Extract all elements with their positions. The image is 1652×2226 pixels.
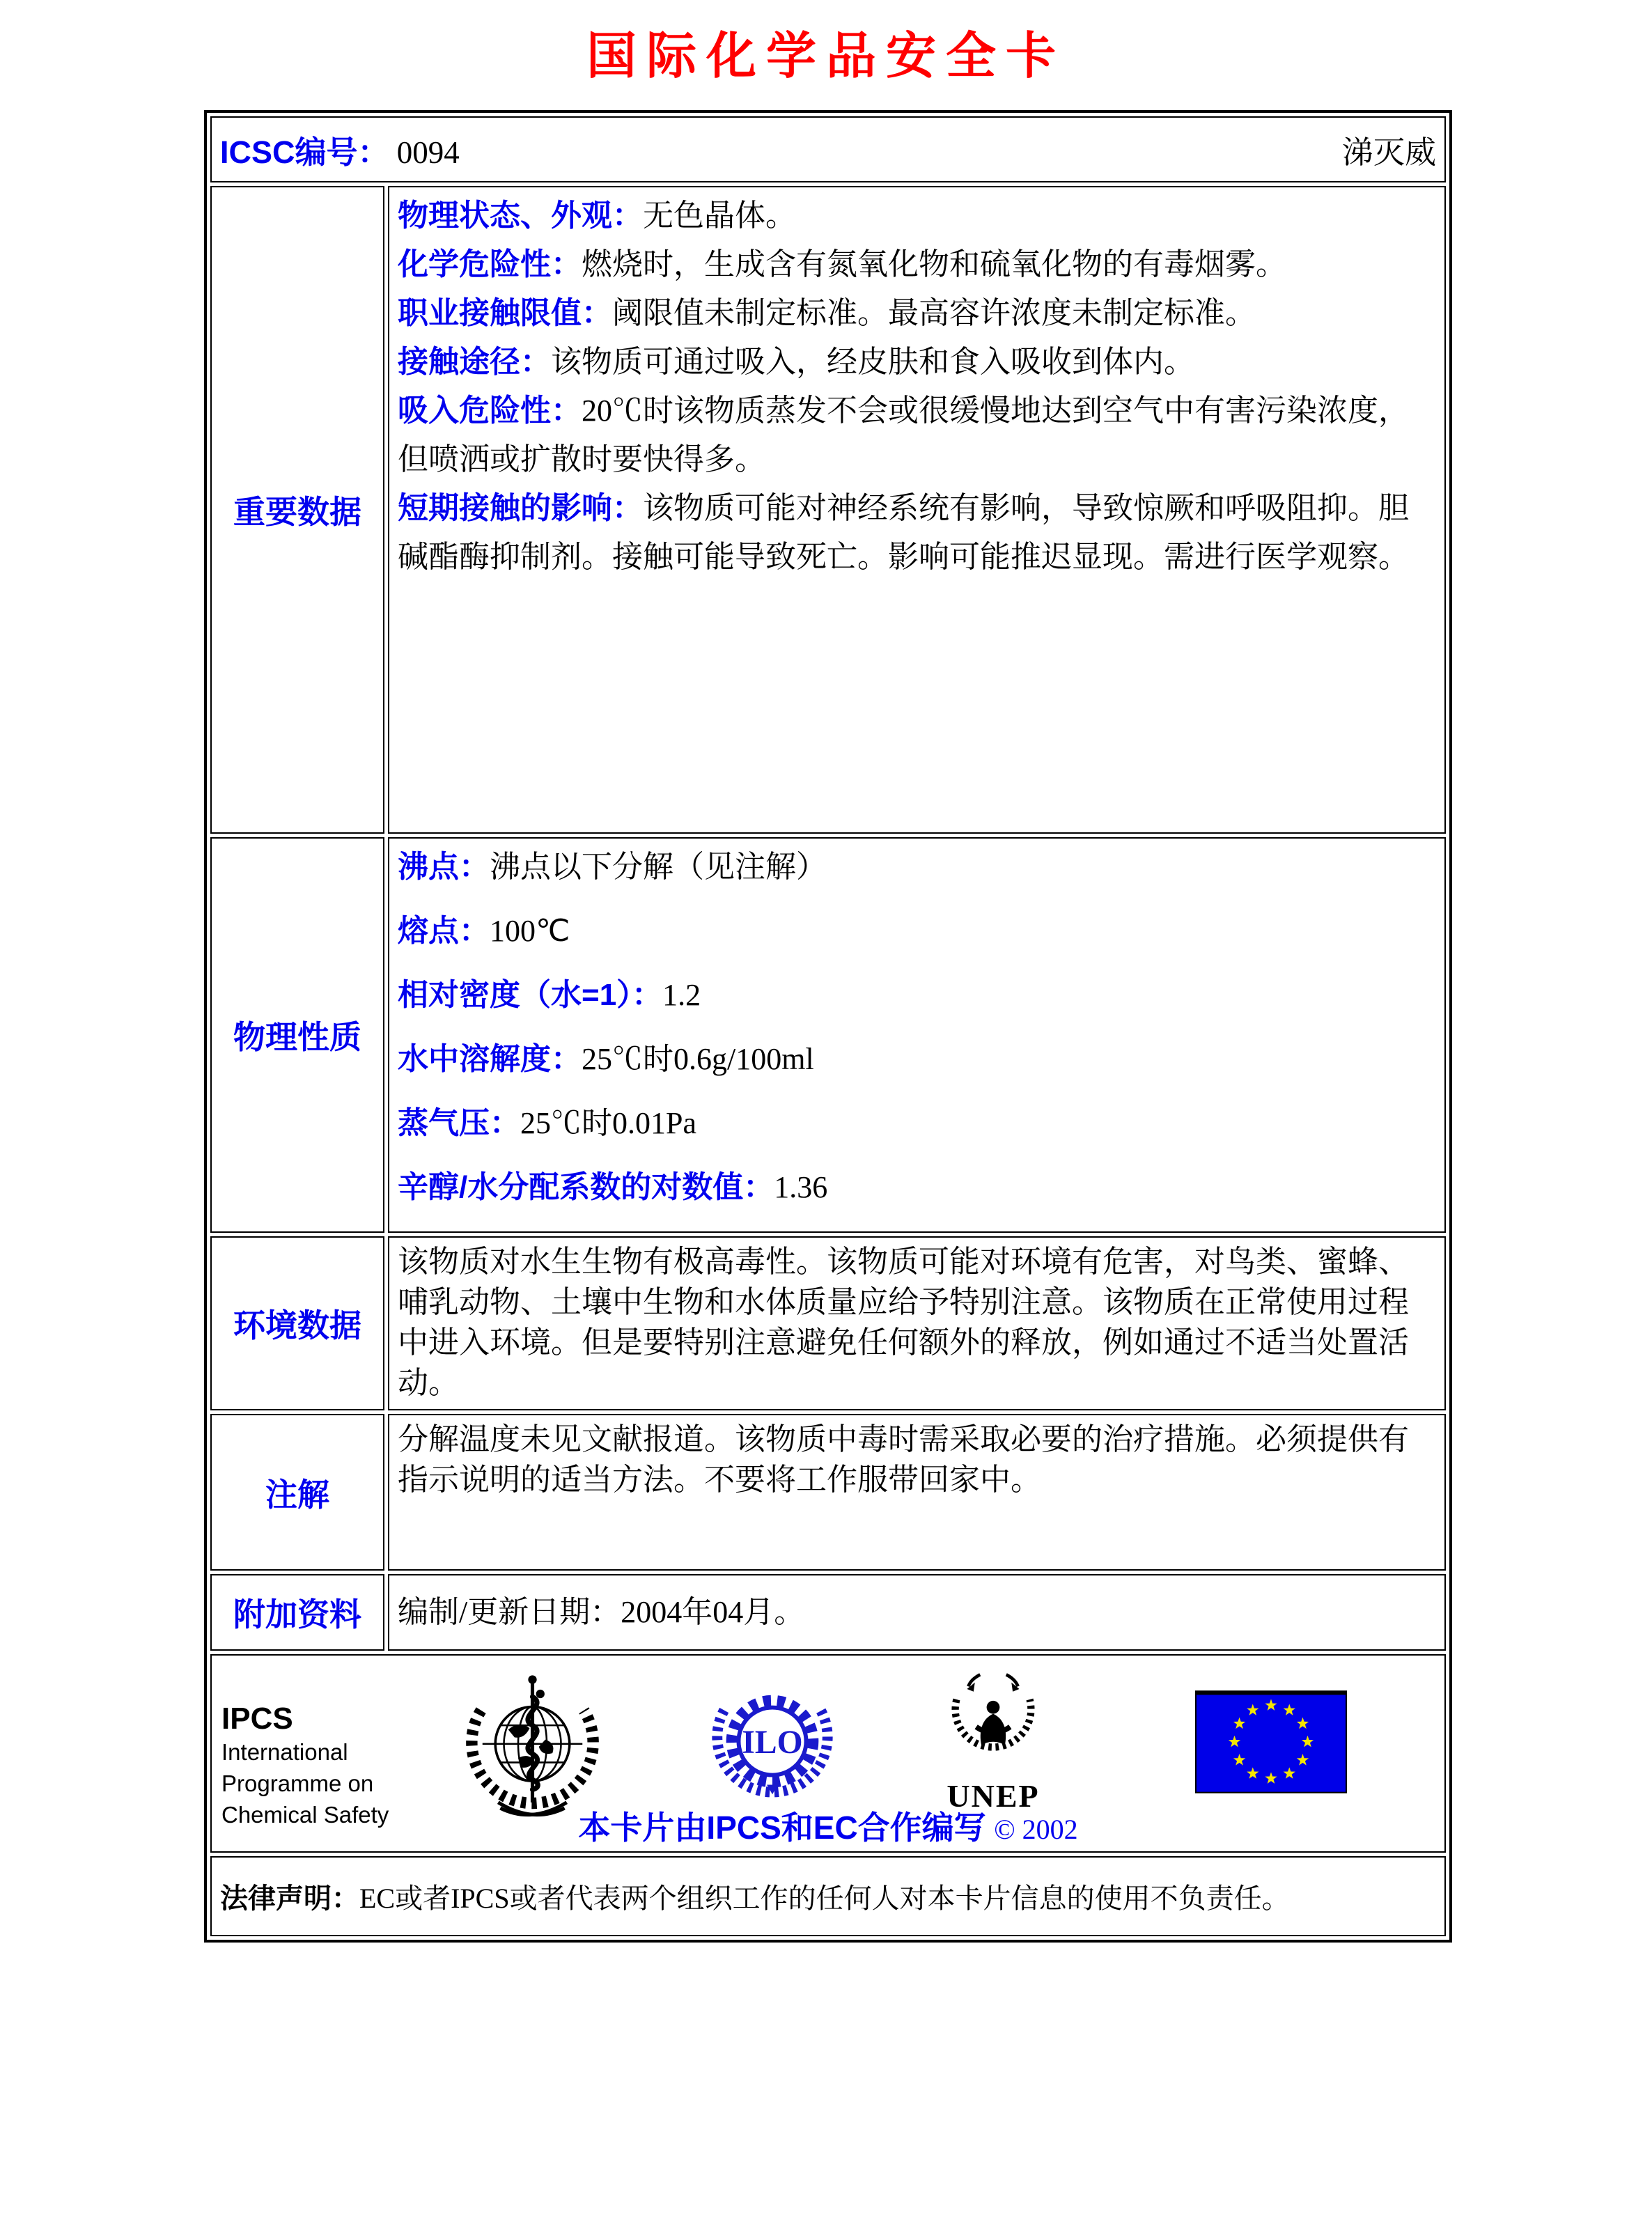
- ipcs-acronym: IPCS: [221, 1702, 293, 1736]
- item-text: 1.2: [662, 978, 701, 1012]
- important-item: [398, 240, 1436, 289]
- ilo-emblem-svg: [703, 1675, 841, 1818]
- physical-properties-row: [210, 837, 1446, 1233]
- item-text: 该物质可通过吸入，经皮肤和食入吸收到体内。: [551, 345, 1194, 379]
- unep-emblem-svg: [941, 1664, 1045, 1777]
- ipcs-line: Chemical Safety: [221, 1802, 389, 1828]
- item-label: 接触途径：: [398, 345, 551, 379]
- credit-line: [212, 1803, 1444, 1848]
- chemical-name: 涕灭威: [1341, 135, 1436, 170]
- important-item: [398, 484, 1436, 582]
- important-item: [398, 289, 1436, 338]
- important-item: [398, 192, 1436, 240]
- physical-item: [398, 1163, 1436, 1212]
- additional-info-label: 编制/更新日期：: [398, 1595, 621, 1629]
- item-text: 25℃时0.6g/100ml: [582, 1042, 814, 1076]
- eu-flag-icon: [1195, 1690, 1347, 1797]
- credit-copyright: © 2002: [994, 1814, 1078, 1845]
- item-text: 无色晶体。: [643, 199, 796, 233]
- logos-cell: [210, 1654, 1446, 1853]
- section-label-important-data: 重要数据: [210, 186, 384, 834]
- item-text: 20℃时该物质蒸发不会或很缓慢地达到空气中有害污染浓度，但喷洒或扩散时要快得多。: [398, 394, 1409, 476]
- item-label: 相对密度（水=1）：: [398, 978, 663, 1012]
- physical-item: [398, 1099, 1436, 1148]
- section-label-physical-properties: 物理性质: [210, 837, 384, 1233]
- legal-cell: [210, 1856, 1446, 1936]
- item-text: 燃烧时，生成含有氮氧化物和硫氧化物的有毒烟雾。: [582, 247, 1286, 281]
- notes-text: 分解温度未见文献报道。该物质中毒时需采取必要的治疗措施。必须提供有指示说明的适当方法。不要将工作服带回家中。: [398, 1422, 1409, 1497]
- icsc-number-label: ICSC编号：: [220, 134, 389, 170]
- icsc-number-group: [220, 127, 460, 172]
- eu-flag-svg: [1195, 1690, 1347, 1793]
- notes-content: [388, 1414, 1446, 1571]
- item-label: 短期接触的影响：: [398, 491, 643, 525]
- item-label: 水中溶解度：: [398, 1042, 582, 1076]
- item-text: 阈限值未制定标准。最高容许浓度未制定标准。: [612, 296, 1256, 330]
- section-label-environmental-data: 环境数据: [210, 1236, 384, 1410]
- item-text: 25℃时0.01Pa: [520, 1106, 696, 1140]
- item-label: 化学危险性：: [398, 247, 582, 281]
- ipcs-line: Programme on: [221, 1770, 374, 1796]
- important-data-content: [388, 186, 1446, 834]
- section-label-notes: 注解: [210, 1414, 384, 1571]
- important-item: [398, 338, 1436, 387]
- ipcs-line: International: [221, 1739, 348, 1765]
- logos-row: [210, 1654, 1446, 1853]
- credit-text: 本卡片由IPCS和EC合作编写: [578, 1809, 986, 1846]
- additional-info-text: 2004年04月。: [621, 1595, 805, 1629]
- ilo-logo-icon: [703, 1675, 841, 1821]
- legal-row: [210, 1856, 1446, 1936]
- physical-item: [398, 843, 1436, 892]
- environmental-data-row: [210, 1236, 1446, 1410]
- additional-info-line: [398, 1591, 1436, 1633]
- item-text: 该物质可能对神经系统有影响，导致惊厥和呼吸阻抑。胆碱酯酶抑制剂。接触可能导致死亡。影响可能推迟显现。需进行医学观察。: [398, 491, 1409, 574]
- item-label: 职业接触限值：: [398, 296, 612, 330]
- ilo-letters: ILO: [742, 1724, 803, 1761]
- notes-row: [210, 1414, 1446, 1571]
- environmental-data-content: [388, 1236, 1446, 1410]
- item-text: 沸点以下分解（见注解）: [490, 850, 827, 884]
- physical-item: [398, 971, 1436, 1020]
- unep-label: UNEP: [946, 1778, 1040, 1814]
- item-label: 吸入危险性：: [398, 394, 582, 428]
- icsc-number-value: 0094: [396, 135, 460, 170]
- important-item: [398, 387, 1436, 484]
- header-row: [210, 116, 1446, 182]
- additional-info-row: [210, 1574, 1446, 1651]
- item-label: 熔点：: [398, 914, 490, 948]
- item-label: 物理状态、外观：: [398, 199, 643, 233]
- legal-text: EC或者IPCS或者代表两个组织工作的任何人对本卡片信息的使用不负责任。: [359, 1883, 1290, 1914]
- additional-info-content: [388, 1574, 1446, 1651]
- item-text: 1.36: [774, 1170, 828, 1204]
- header-flex: [220, 127, 1436, 172]
- icsc-card-table: [204, 110, 1452, 1943]
- item-label: 沸点：: [398, 850, 490, 884]
- unep-logo-block: [937, 1664, 1049, 1814]
- physical-item: [398, 1035, 1436, 1084]
- legal-label: 法律声明：: [220, 1883, 359, 1914]
- item-label: 辛醇/水分配系数的对数值：: [398, 1170, 774, 1204]
- section-label-additional-info: 附加资料: [210, 1574, 384, 1651]
- environmental-data-text: 该物质对水生生物有极高毒性。该物质可能对环境有危害，对鸟类、蜜蜂、哺乳动物、土壤中生物和水体质量应给予特别注意。该物质在正常使用过程中进入环境。但是要特别注意避免任何额外的释放，例如通过不适当处置活动。: [398, 1245, 1409, 1400]
- physical-item: [398, 907, 1436, 956]
- item-label: 蒸气压：: [398, 1106, 520, 1140]
- important-data-row: [210, 186, 1446, 834]
- item-text: 100℃: [490, 914, 570, 948]
- header-cell: [210, 116, 1446, 182]
- legal-line: [220, 1876, 1436, 1916]
- page-title: 国际化学品安全卡: [586, 29, 1066, 84]
- physical-properties-content: [388, 837, 1446, 1233]
